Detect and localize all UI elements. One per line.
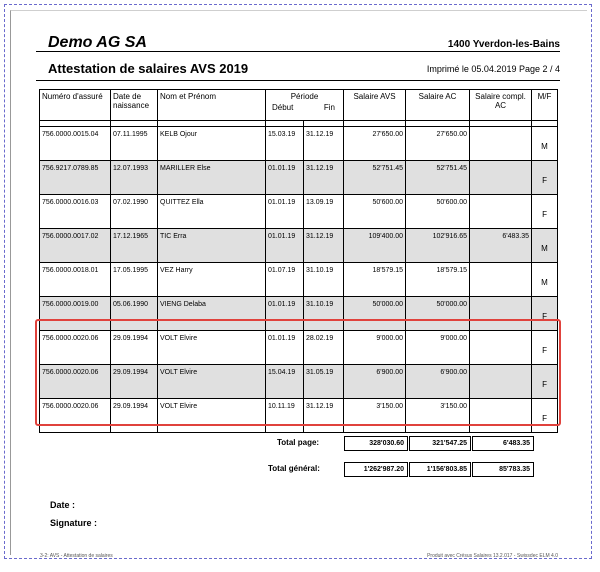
- cell-start: 01.01.19: [266, 229, 304, 263]
- cell-end: 31.12.19: [304, 399, 344, 433]
- period-end-label: Fin: [323, 103, 336, 112]
- table-header-row: [40, 90, 558, 121]
- cell-birthdate: 07.02.1990: [111, 195, 158, 229]
- cell-salary-avs: 50'600.00: [344, 195, 406, 229]
- table-row: [40, 195, 558, 229]
- signature-label: Signature :: [50, 518, 98, 528]
- cell-salary-ac: 3'150.00: [406, 399, 470, 433]
- cell-name: TIC Erra: [158, 229, 266, 263]
- col-header-period: [266, 90, 344, 121]
- period-label: Période: [290, 92, 319, 101]
- table-row: [40, 127, 558, 161]
- date-label: Date :: [50, 500, 76, 510]
- cell-salary-ac: 9'000.00: [406, 331, 470, 365]
- cell-salary-ac: 50'000.00: [406, 297, 470, 331]
- total-general-avs: 1'262'987.20: [344, 462, 408, 477]
- cell-salary-avs: 27'650.00: [344, 127, 406, 161]
- total-page-label: Total page:: [277, 438, 320, 447]
- cell-name: VIENG Delaba: [158, 297, 266, 331]
- cell-avs-number: 756.0000.0015.04: [40, 127, 111, 161]
- highlight-box: [35, 319, 561, 426]
- cell-start: 01.07.19: [266, 263, 304, 297]
- col-header-birthdate: Date de naissance: [111, 90, 158, 121]
- cell-end: 31.12.19: [304, 161, 344, 195]
- cell-birthdate: 05.06.1990: [111, 297, 158, 331]
- cell-sex: M: [532, 127, 558, 161]
- total-general-compl: 85'783.35: [472, 462, 534, 477]
- cell-salary-ac: 18'579.15: [406, 263, 470, 297]
- footer-right: Produit avec Crésus Salaires 13.2.017 - Swissdec ELM 4.0: [427, 553, 558, 559]
- cell-end: 31.12.19: [304, 229, 344, 263]
- cell-end: 31.05.19: [304, 365, 344, 399]
- cell-start: 15.04.19: [266, 365, 304, 399]
- cell-start: 01.01.19: [266, 161, 304, 195]
- cell-name: KELB Ojour: [158, 127, 266, 161]
- total-page-avs: 328'030.60: [344, 436, 408, 451]
- company-name: Demo AG SA: [48, 34, 147, 51]
- cell-name: VOLT Elvire: [158, 331, 266, 365]
- cell-avs-number: 756.0000.0018.01: [40, 263, 111, 297]
- cell-avs-number: 756.0000.0020.06: [40, 365, 111, 399]
- cell-salary-avs: 6'900.00: [344, 365, 406, 399]
- cell-salary-compl: [470, 263, 532, 297]
- cell-birthdate: 17.05.1995: [111, 263, 158, 297]
- cell-end: 28.02.19: [304, 331, 344, 365]
- table-row: [40, 229, 558, 263]
- print-info: Imprimé le 05.04.2019 Page 2 / 4: [426, 64, 560, 74]
- cell-sex: M: [532, 229, 558, 263]
- cell-avs-number: 756.9217.0789.85: [40, 161, 111, 195]
- cell-avs-number: 756.0000.0016.03: [40, 195, 111, 229]
- cell-avs-number: 756.0000.0020.06: [40, 399, 111, 433]
- total-page-compl: 6'483.35: [472, 436, 534, 451]
- cell-sex: M: [532, 263, 558, 297]
- col-header-salary-compl: Salaire compl. AC: [470, 90, 532, 121]
- cell-birthdate: 29.09.1994: [111, 331, 158, 365]
- company-city: 1400 Yverdon-les-Bains: [447, 39, 560, 50]
- cell-avs-number: 756.0000.0019.00: [40, 297, 111, 331]
- cell-salary-ac: 27'650.00: [406, 127, 470, 161]
- cell-name: VOLT Elvire: [158, 399, 266, 433]
- cell-salary-avs: 52'751.45: [344, 161, 406, 195]
- cell-birthdate: 17.12.1965: [111, 229, 158, 263]
- col-header-sex: M/F: [532, 90, 558, 121]
- cell-name: VEZ Harry: [158, 263, 266, 297]
- col-header-name: Nom et Prénom: [158, 90, 266, 121]
- cell-salary-avs: 109'400.00: [344, 229, 406, 263]
- table-row: [40, 263, 558, 297]
- cell-salary-compl: [470, 127, 532, 161]
- cell-start: 15.03.19: [266, 127, 304, 161]
- cell-salary-avs: 3'150.00: [344, 399, 406, 433]
- cell-name: QUITTEZ Ella: [158, 195, 266, 229]
- cell-birthdate: 29.09.1994: [111, 365, 158, 399]
- cell-birthdate: 07.11.1995: [111, 127, 158, 161]
- cell-birthdate: 12.07.1993: [111, 161, 158, 195]
- cell-start: 01.01.19: [266, 297, 304, 331]
- cell-sex: F: [532, 195, 558, 229]
- cell-end: 31.12.19: [304, 127, 344, 161]
- cell-salary-compl: [470, 195, 532, 229]
- cell-start: 10.11.19: [266, 399, 304, 433]
- total-general-label: Total général:: [268, 464, 320, 473]
- header-divider: [36, 51, 560, 52]
- cell-salary-ac: 52'751.45: [406, 161, 470, 195]
- cell-salary-avs: 50'000.00: [344, 297, 406, 331]
- col-header-salary-ac: Salaire AC: [406, 90, 470, 121]
- cell-salary-compl: [470, 161, 532, 195]
- cell-sex: F: [532, 365, 558, 399]
- total-page-ac: 321'547.25: [409, 436, 471, 451]
- cell-sex: F: [532, 297, 558, 331]
- cell-start: 01.01.19: [266, 331, 304, 365]
- col-header-avs-number: Numéro d'assuré: [40, 90, 111, 121]
- table-row: [40, 161, 558, 195]
- cell-name: VOLT Elvire: [158, 365, 266, 399]
- cell-salary-ac: 6'900.00: [406, 365, 470, 399]
- footer-left: 3-2: AVS - Attestation de salaires: [40, 553, 113, 559]
- cell-end: 13.09.19: [304, 195, 344, 229]
- cell-birthdate: 29.09.1994: [111, 399, 158, 433]
- cell-end: 31.10.19: [304, 263, 344, 297]
- cell-sex: F: [532, 161, 558, 195]
- period-start-label: Début: [272, 103, 294, 112]
- cell-salary-compl: 6'483.35: [470, 229, 532, 263]
- cell-sex: F: [532, 399, 558, 433]
- cell-avs-number: 756.0000.0020.06: [40, 331, 111, 365]
- document-title: Attestation de salaires AVS 2019: [48, 61, 249, 76]
- cell-sex: F: [532, 331, 558, 365]
- total-general-ac: 1'156'803.85: [409, 462, 471, 477]
- cell-salary-ac: 102'916.65: [406, 229, 470, 263]
- col-header-salary-avs: Salaire AVS: [344, 90, 406, 121]
- cell-salary-avs: 18'579.15: [344, 263, 406, 297]
- cell-avs-number: 756.0000.0017.02: [40, 229, 111, 263]
- cell-salary-avs: 9'000.00: [344, 331, 406, 365]
- cell-end: 31.10.19: [304, 297, 344, 331]
- title-divider: [36, 80, 560, 81]
- cell-start: 01.01.19: [266, 195, 304, 229]
- cell-name: MARILLER Else: [158, 161, 266, 195]
- cell-salary-ac: 50'600.00: [406, 195, 470, 229]
